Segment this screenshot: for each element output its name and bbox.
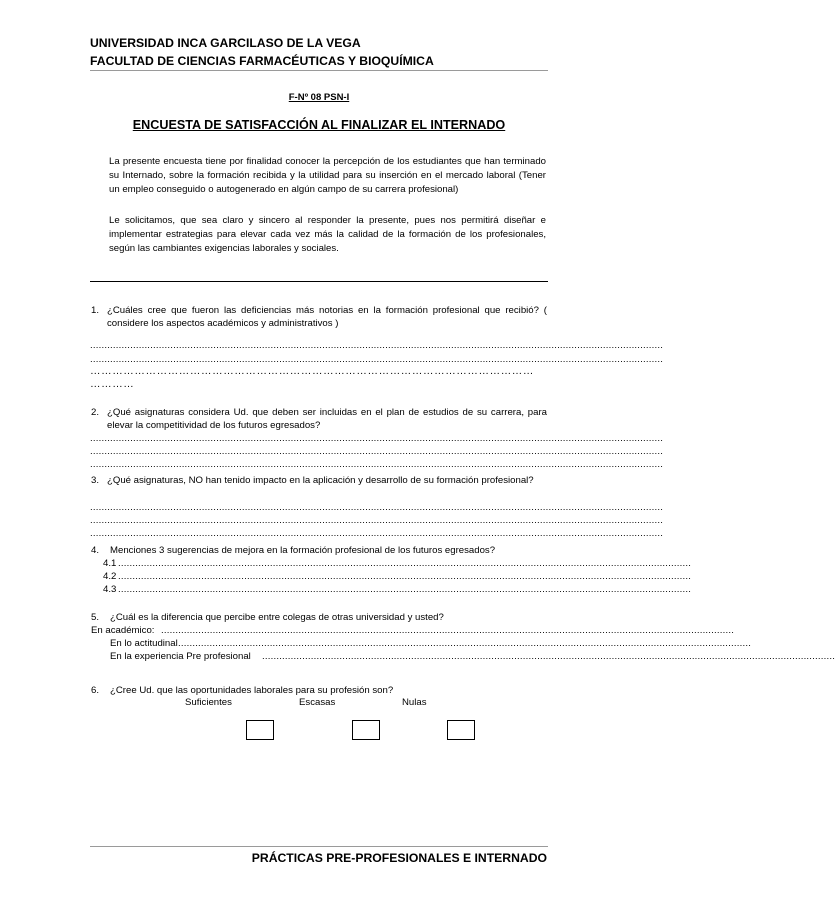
question-2-text: ¿Qué asignaturas considera Ud. que deben ser incluidas en el plan de estudios de su carrera, para elevar la competitividad de los futuros egresados? <box>107 407 547 431</box>
answer-line[interactable]: ........................................................................................................................................................................................................ <box>118 571 692 582</box>
university-name: UNIVERSIDAD INCA GARCILASO DE LA VEGA <box>90 36 361 50</box>
question-1-text: ¿Cuáles cree que fueron las deficiencias más notorias en la formación profesional que recibió? ( considere los aspectos académicos y administrativos ) <box>107 305 547 329</box>
checkbox-none[interactable] <box>447 720 475 740</box>
suggestion-label: 4.3 <box>103 584 117 595</box>
question-4-number: 4. <box>91 545 100 556</box>
survey-title: ENCUESTA DE SATISFACCIÓN AL FINALIZAR EL INTERNADO <box>132 118 506 132</box>
answer-line[interactable]: ........................................................................................................................................................................................................ <box>90 502 664 513</box>
difference-label-experience: En la experiencia Pre profesional <box>110 651 251 662</box>
faculty-name: FACULTAD DE CIENCIAS FARMACÉUTICAS Y BIOQUÍMICA <box>90 54 434 68</box>
checkbox-sufficient[interactable] <box>246 720 274 740</box>
answer-line[interactable]: ........................................................................................................................................................................................................ <box>118 558 692 569</box>
answer-line[interactable]: ........................................................................................................................................................................................................ <box>90 515 664 526</box>
footer-rule <box>90 846 548 847</box>
answer-line[interactable]: ........................................................................................................................................................................................................ <box>178 638 752 649</box>
difference-label-academic: En académico: <box>91 625 155 636</box>
question-3-number: 3. <box>91 475 100 486</box>
answer-line[interactable]: ........................................................................................................................................................................................................ <box>262 651 835 662</box>
answer-line[interactable]: ………… <box>90 378 135 390</box>
intro-paragraph-1: La presente encuesta tiene por finalidad conocer la percepción de los estudiantes que han terminado su Internado, sobre la formación recibida y la utilidad para su inserción en el mercado laboral (Tener un empleo conseguido o autogenerado en algún campo de su carrera profesional) <box>109 156 546 195</box>
difference-label-attitude: En lo actitudinal <box>110 638 178 649</box>
question-4-text: Menciones 3 sugerencias de mejora en la formación profesional de los futuros egresados? <box>110 545 496 556</box>
form-code: F-Nº 08 PSN-I <box>288 92 350 103</box>
answer-line[interactable]: ........................................................................................................................................................................................................ <box>90 354 664 365</box>
answer-line[interactable]: ........................................................................................................................................................................................................ <box>90 459 664 470</box>
answer-line[interactable]: ........................................................................................................................................................................................................ <box>90 340 664 351</box>
suggestion-label: 4.1 <box>103 558 117 569</box>
intro-rule <box>90 281 548 282</box>
question-5-number: 5. <box>91 612 100 623</box>
option-label-none: Nulas <box>402 697 427 708</box>
question-6-number: 6. <box>91 685 100 696</box>
answer-line[interactable]: ........................................................................................................................................................................................................ <box>118 584 692 595</box>
question-2-number: 2. <box>91 407 100 418</box>
option-label-sufficient: Suficientes <box>185 697 232 708</box>
question-6-text: ¿Cree Ud. que las oportunidades laborales para su profesión son? <box>110 685 394 696</box>
answer-line[interactable]: ........................................................................................................................................................................................................ <box>90 528 664 539</box>
answer-line[interactable]: ........................................................................................................................................................................................................ <box>90 433 664 444</box>
answer-line[interactable]: ........................................................................................................................................................................................................ <box>161 625 735 636</box>
answer-line[interactable]: ………………………………………………………………………………………………………… <box>90 365 534 377</box>
option-label-scarce: Escasas <box>299 697 336 708</box>
question-3-text: ¿Qué asignaturas, NO han tenido impacto en la aplicación y desarrollo de su formación profesional? <box>107 475 534 486</box>
header-rule <box>90 70 548 71</box>
checkbox-scarce[interactable] <box>352 720 380 740</box>
footer-text: PRÁCTICAS PRE-PROFESIONALES E INTERNADO <box>251 851 547 865</box>
question-5-text: ¿Cuál es la diferencia que percibe entre colegas de otras universidad y usted? <box>110 612 444 623</box>
question-1-number: 1. <box>91 305 100 316</box>
intro-paragraph-2: Le solicitamos, que sea claro y sincero al responder la presente, pues nos permitirá diseñar e implementar estrategias para elevar cada vez más la calidad de la formación de los profesionales, según las cambiantes exigencias laborales y sociales. <box>109 215 546 254</box>
suggestion-label: 4.2 <box>103 571 117 582</box>
answer-line[interactable]: ........................................................................................................................................................................................................ <box>90 446 664 457</box>
